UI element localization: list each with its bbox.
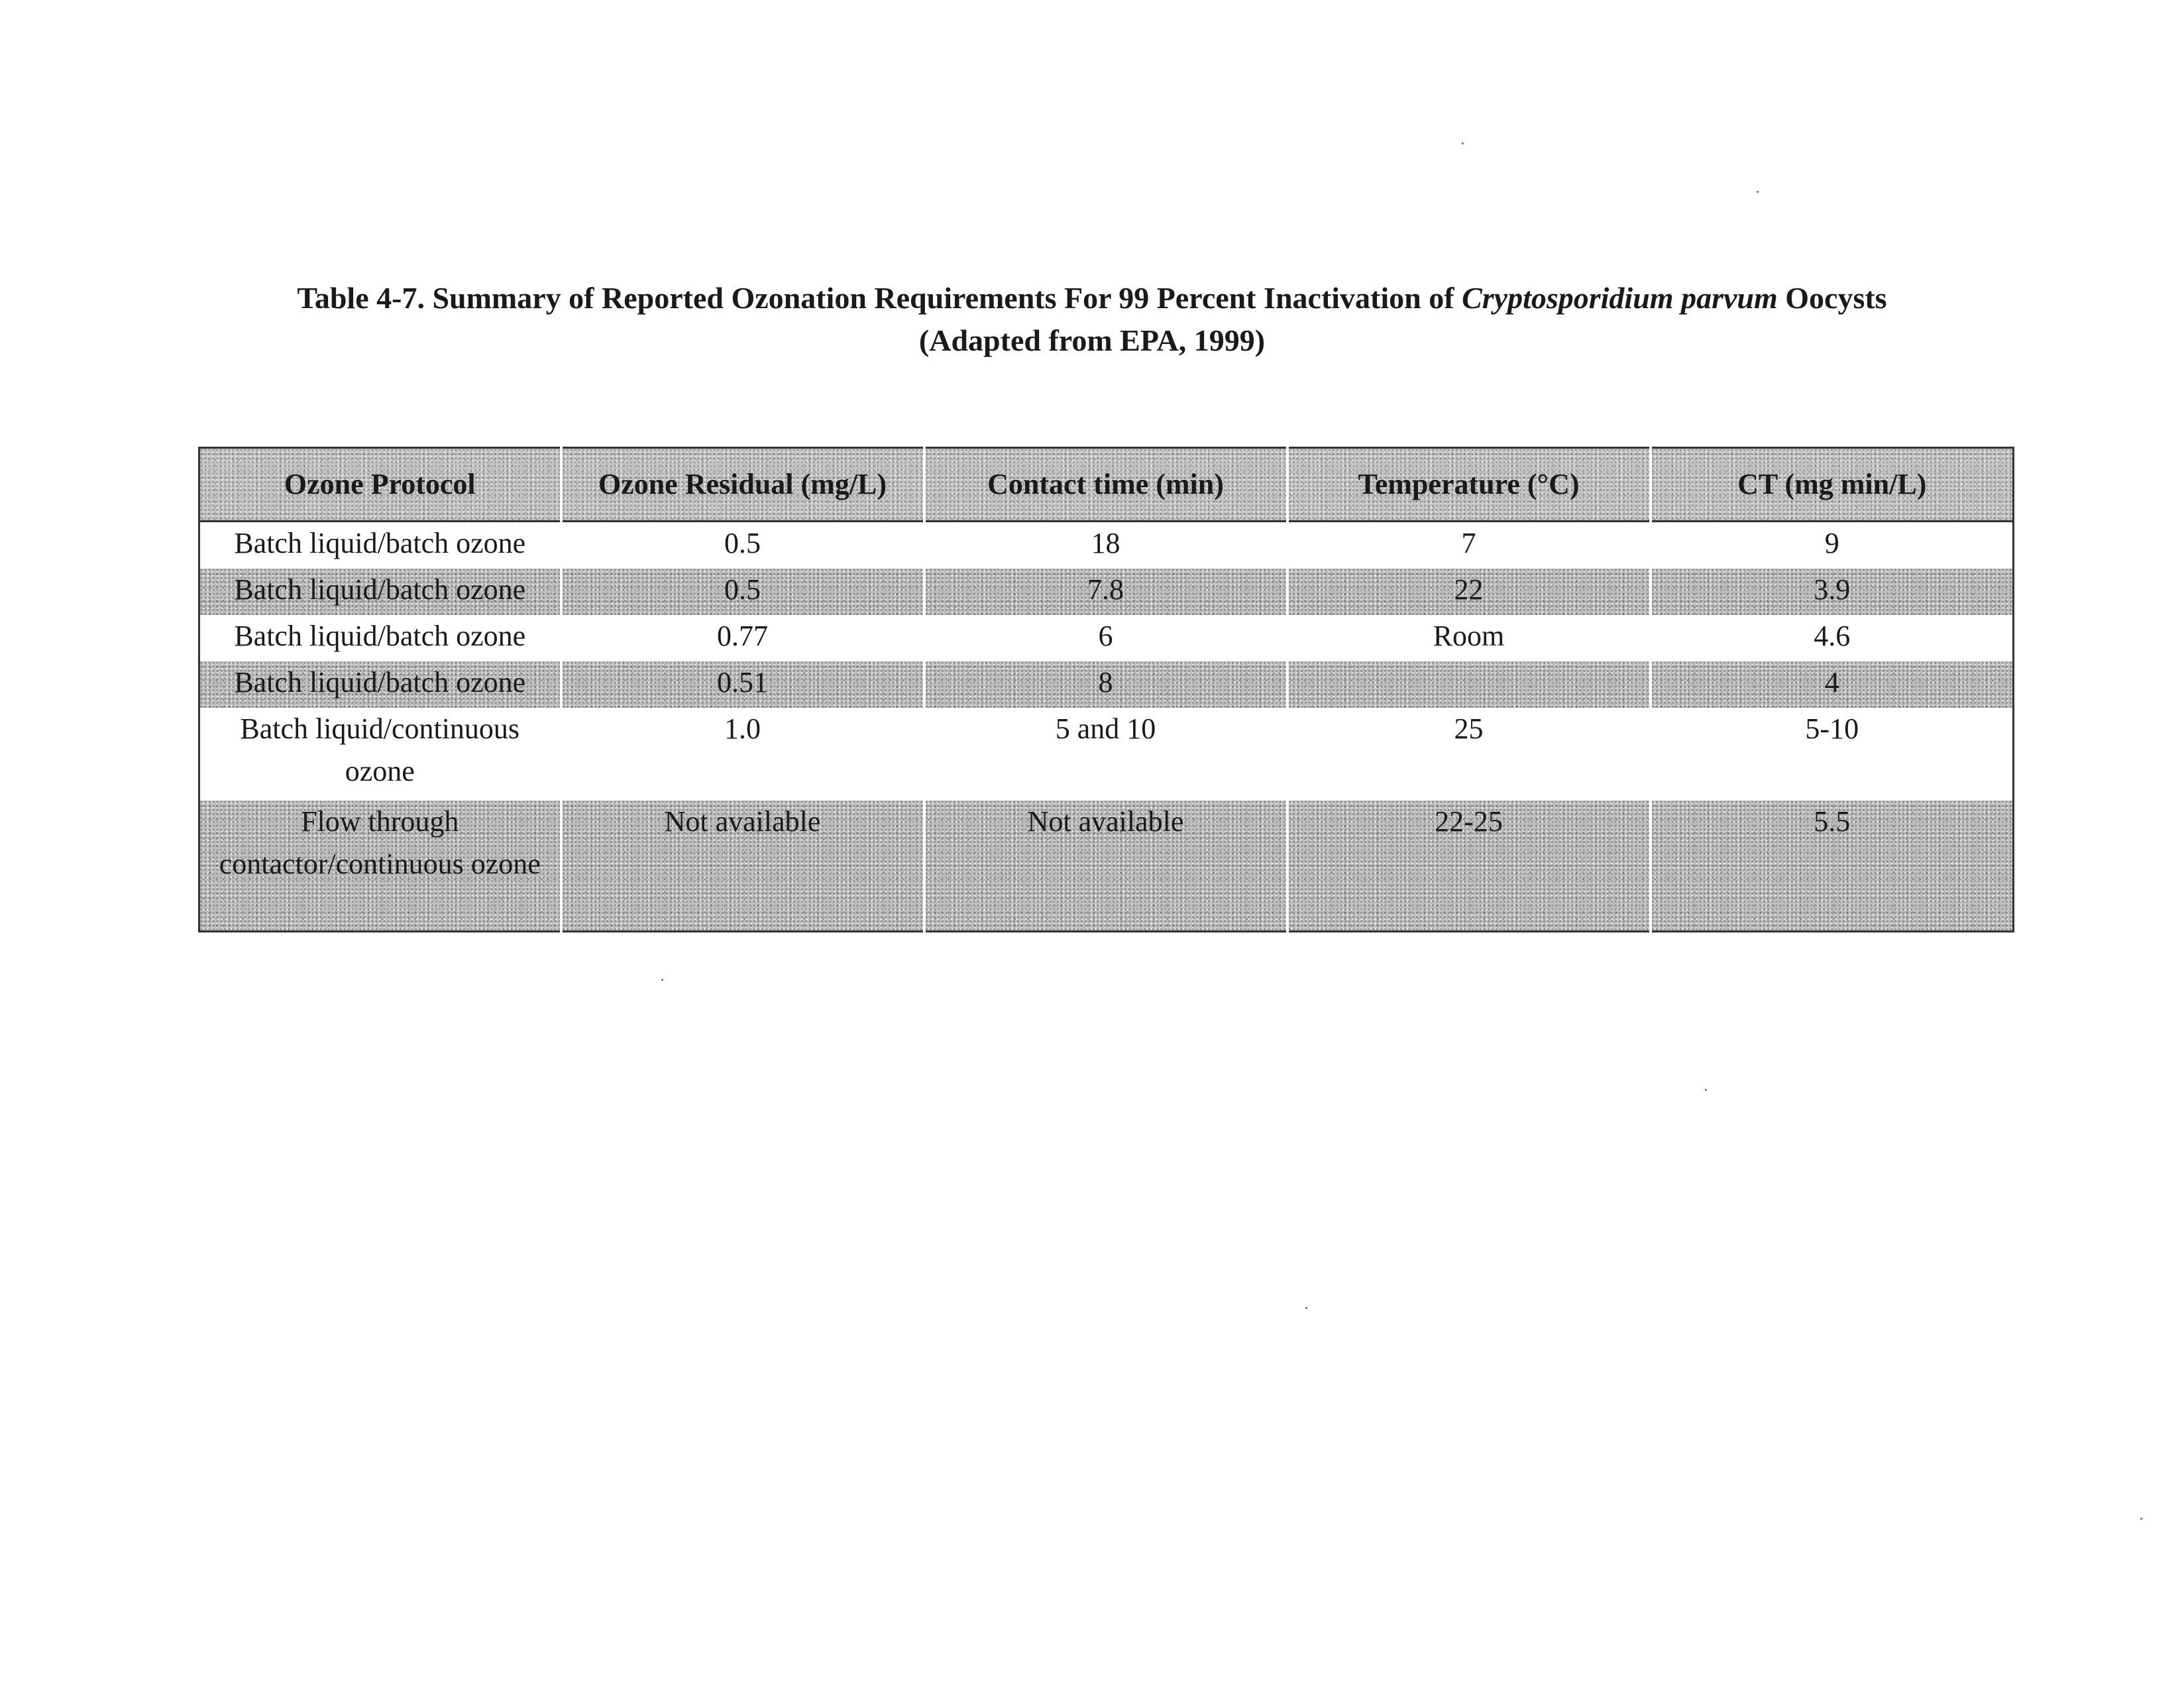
scan-speck	[2140, 1518, 2142, 1520]
cell-protocol: Batch liquid/batch ozone	[199, 569, 561, 615]
scan-speck	[661, 979, 663, 981]
table-row	[199, 522, 2014, 569]
cell-ct: 4.6	[1651, 615, 2014, 661]
scan-speck	[1462, 142, 1464, 144]
ozonation-requirements-table	[198, 447, 2014, 932]
caption-suffix: Oocysts	[1777, 281, 1887, 315]
cell-temperature: 22	[1287, 569, 1651, 615]
header-ozone-residual: Ozone Residual (mg/L)	[561, 448, 924, 522]
cell-contact-time: 5 and 10	[924, 708, 1287, 801]
cell-residual: Not available	[561, 801, 924, 932]
header-ozone-protocol: Ozone Protocol	[199, 448, 561, 522]
cell-protocol: Flow through contactor/continuous ozone	[199, 801, 561, 932]
cell-temperature: 25	[1287, 708, 1651, 801]
cell-contact-time: 6	[924, 615, 1287, 661]
cell-protocol: Batch liquid/continuous ozone	[199, 708, 561, 801]
caption-prefix: Table 4-7. Summary of Reported Ozonation Requirements For 99 Percent Inactivation of	[297, 281, 1462, 315]
cell-protocol: Batch liquid/batch ozone	[199, 522, 561, 569]
cell-contact-time: 18	[924, 522, 1287, 569]
cell-contact-time: 8	[924, 661, 1287, 708]
cell-residual: 0.77	[561, 615, 924, 661]
table-row	[199, 708, 2014, 801]
cell-residual: 0.51	[561, 661, 924, 708]
cell-ct: 4	[1651, 661, 2014, 708]
cell-protocol: Batch liquid/batch ozone	[199, 661, 561, 708]
table-row	[199, 569, 2014, 615]
table-row	[199, 801, 2014, 932]
scan-speck	[1305, 1307, 1307, 1309]
cell-ct: 5.5	[1651, 801, 2014, 932]
caption-line-1	[0, 277, 2184, 319]
caption-species: Cryptosporidium parvum	[1462, 281, 1778, 315]
cell-ct: 5-10	[1651, 708, 2014, 801]
scan-speck	[1705, 1089, 1707, 1091]
caption-line-2: (Adapted from EPA, 1999)	[918, 323, 1266, 357]
cell-temperature: 22-25	[1287, 801, 1651, 932]
cell-contact-time: 7.8	[924, 569, 1287, 615]
cell-protocol: Batch liquid/batch ozone	[199, 615, 561, 661]
header-contact-time: Contact time (min)	[924, 448, 1287, 522]
cell-residual: 0.5	[561, 569, 924, 615]
cell-ct: 3.9	[1651, 569, 2014, 615]
header-ct: CT (mg min/L)	[1651, 448, 2014, 522]
cell-temperature: Room	[1287, 615, 1651, 661]
cell-residual: 0.5	[561, 522, 924, 569]
cell-temperature	[1287, 661, 1651, 708]
header-row	[199, 448, 2014, 522]
scan-speck	[1757, 191, 1759, 193]
cell-contact-time: Not available	[924, 801, 1287, 932]
cell-ct: 9	[1651, 522, 2014, 569]
cell-residual: 1.0	[561, 708, 924, 801]
table-caption	[0, 277, 2184, 362]
cell-temperature: 7	[1287, 522, 1651, 569]
table-row	[199, 615, 2014, 661]
header-temperature: Temperature (°C)	[1287, 448, 1651, 522]
table-row	[199, 661, 2014, 708]
